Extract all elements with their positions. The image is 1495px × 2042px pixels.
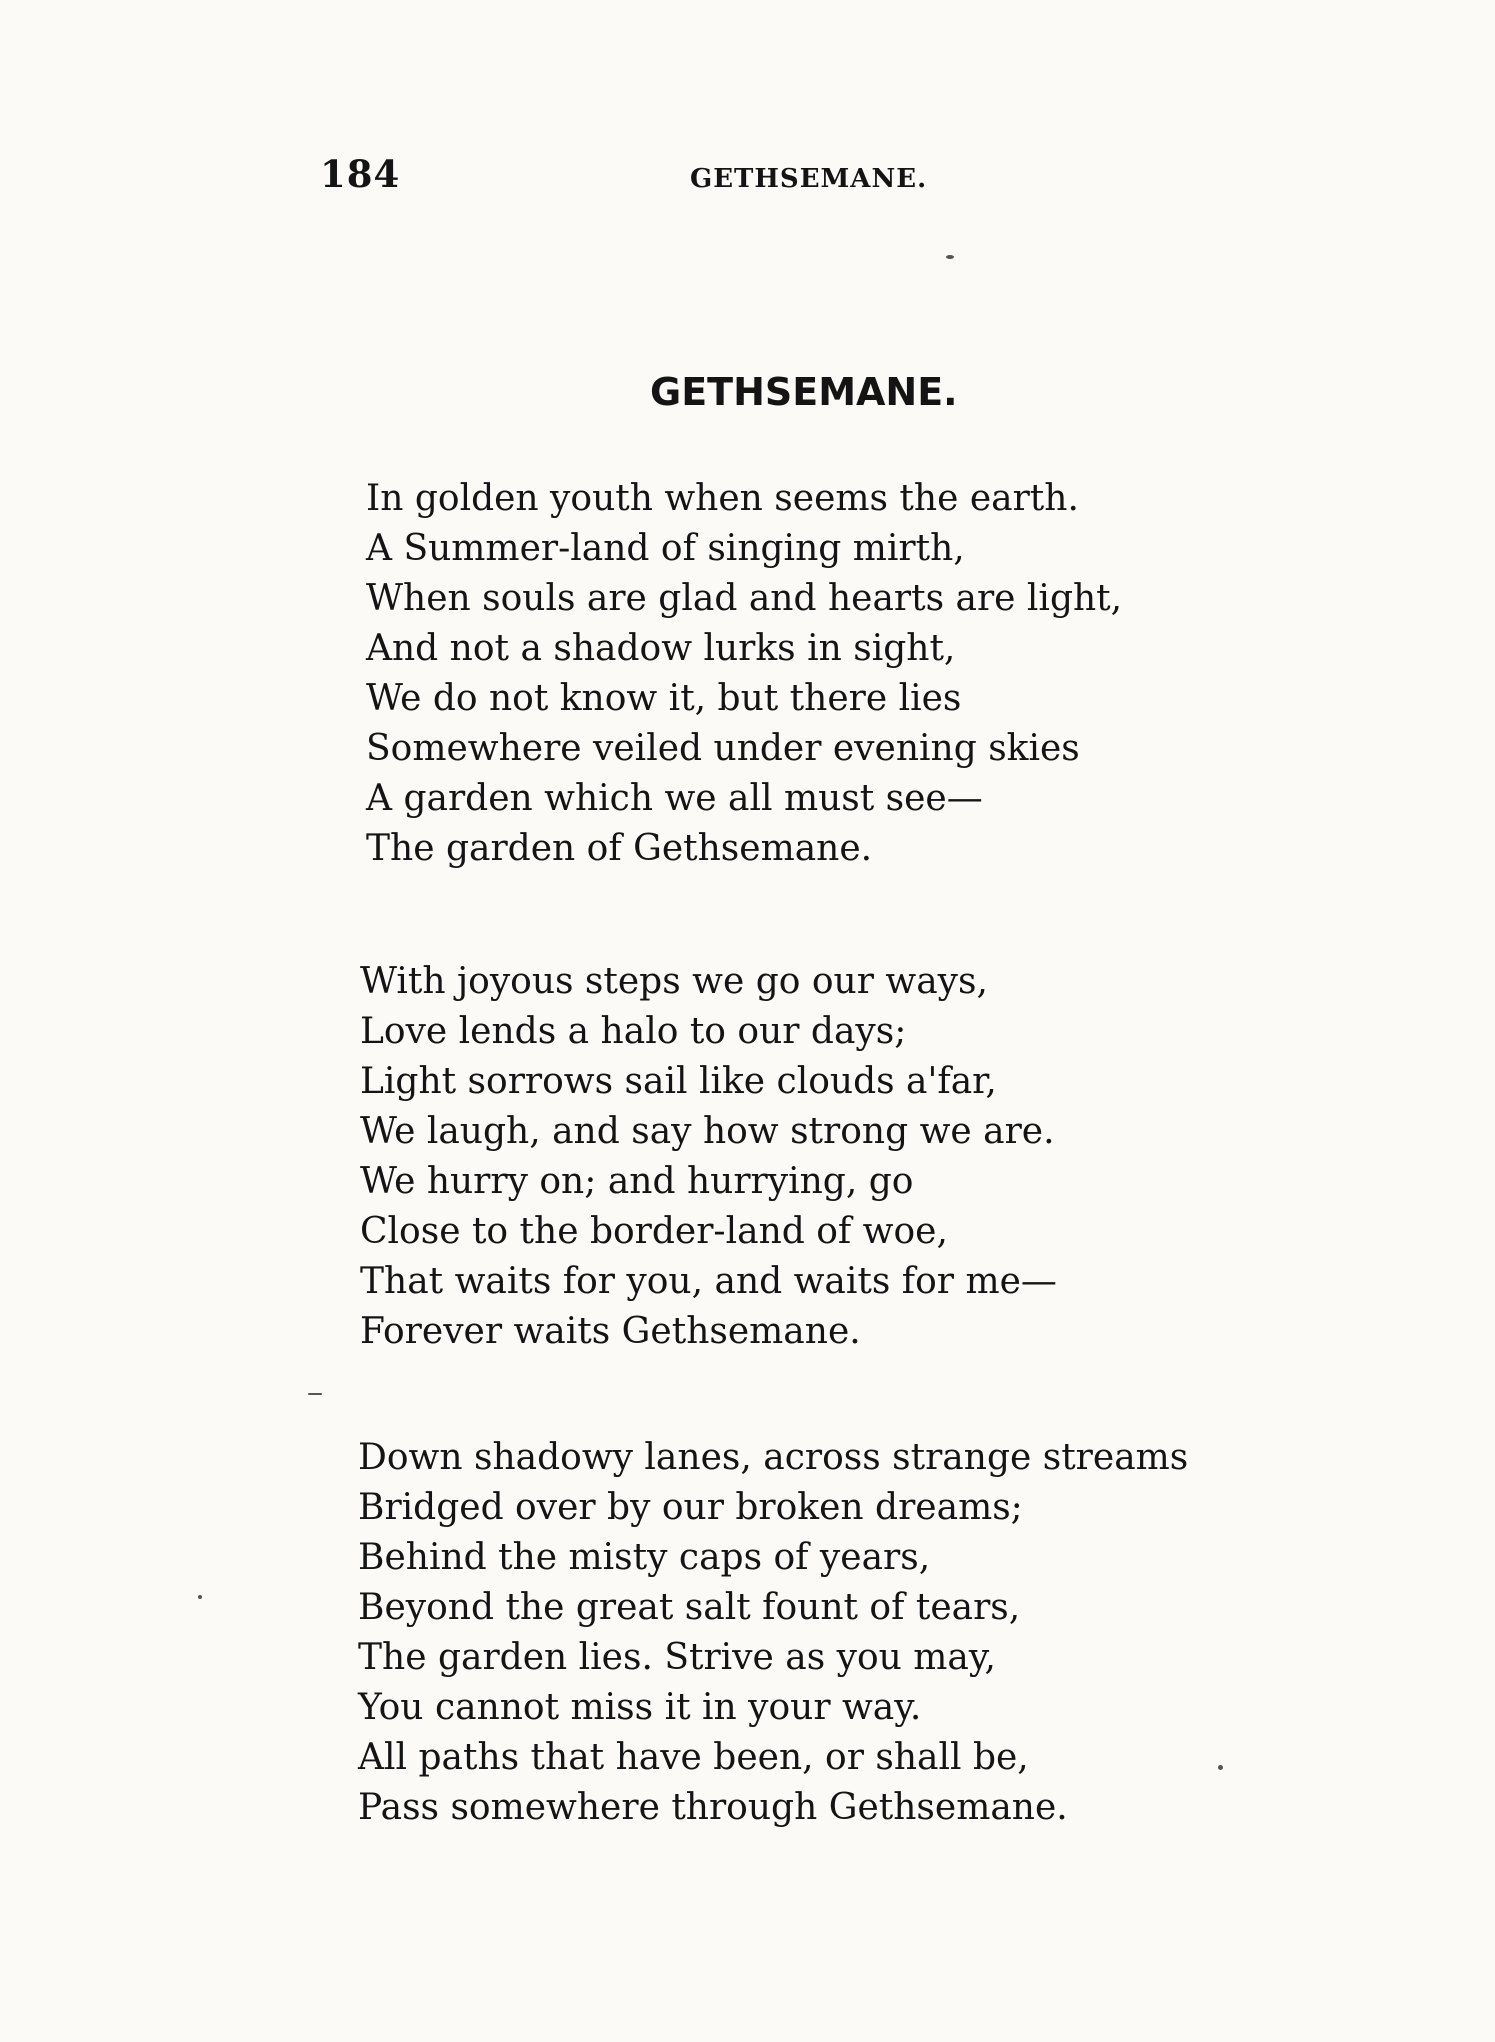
poem-line: The garden of Gethsemane. xyxy=(366,828,873,869)
poem-line: With joyous steps we go our ways, xyxy=(360,961,988,1002)
paper-speck xyxy=(198,1595,202,1599)
poem-line: Beyond the great salt fount of tears, xyxy=(358,1587,1021,1628)
poem-line: We do not know it, but there lies xyxy=(366,678,962,719)
poem-line: Pass somewhere through Gethsemane. xyxy=(358,1787,1068,1828)
stanza-2 xyxy=(360,957,1057,1357)
poem-line: All paths that have been, or shall be, xyxy=(358,1737,1029,1778)
poem-line: We hurry on; and hurrying, go xyxy=(360,1161,914,1202)
poem-line: Somewhere veiled under evening skies xyxy=(366,728,1080,769)
poem-line: When souls are glad and hearts are light, xyxy=(366,578,1123,619)
poem-line: Forever waits Gethsemane. xyxy=(360,1311,861,1352)
stanza-1 xyxy=(366,474,1122,874)
poem-line: We laugh, and say how strong we are. xyxy=(360,1111,1055,1152)
poem-line: The garden lies. Strive as you may, xyxy=(358,1637,996,1678)
poem-line: Behind the misty caps of years, xyxy=(358,1537,931,1578)
poem-line: Light sorrows sail like clouds a'far, xyxy=(360,1061,997,1102)
poem-line: A Summer-land of singing mirth, xyxy=(366,528,965,569)
page-number: 184 xyxy=(320,152,401,196)
paper-speck xyxy=(1218,1765,1223,1770)
poem-line: Bridged over by our broken dreams; xyxy=(358,1487,1023,1528)
poem-line: A garden which we all must see— xyxy=(366,778,983,819)
poem-line: That waits for you, and waits for me— xyxy=(360,1261,1057,1302)
poem-title: GETHSEMANE. xyxy=(650,370,958,414)
poem-line: Down shadowy lanes, across strange streams xyxy=(358,1437,1189,1478)
poem-line: Love lends a halo to our days; xyxy=(360,1011,907,1052)
stanza-3 xyxy=(358,1433,1188,1833)
poem-line: You cannot miss it in your way. xyxy=(358,1687,922,1728)
paper-speck xyxy=(308,1393,322,1395)
poem-line: In golden youth when seems the earth. xyxy=(366,478,1079,519)
poem-line: Close to the border-land of woe, xyxy=(360,1211,948,1252)
running-head: GETHSEMANE. xyxy=(690,164,928,194)
paper-speck xyxy=(946,255,954,259)
poem-line: And not a shadow lurks in sight, xyxy=(366,628,956,669)
